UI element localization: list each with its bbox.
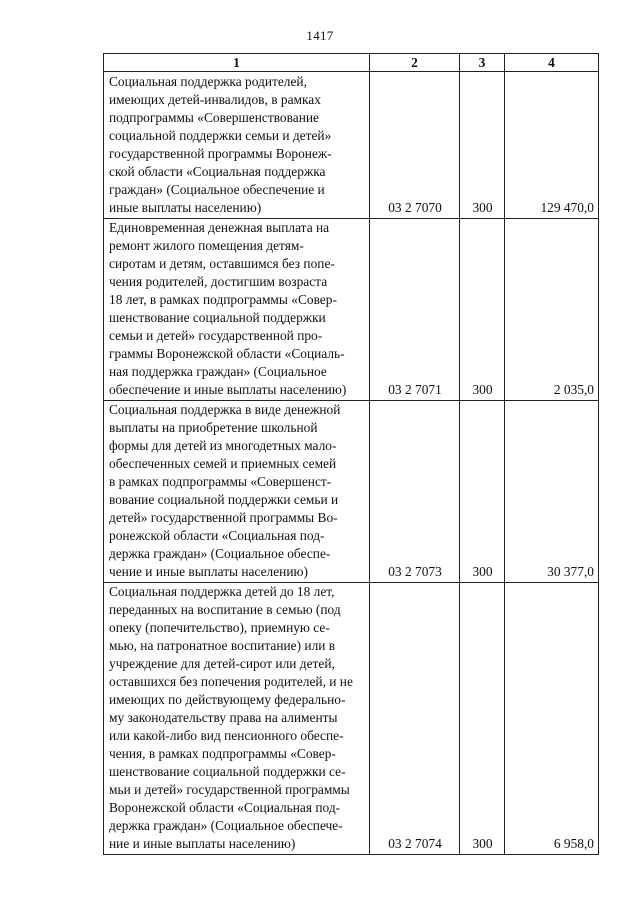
row-amount: 2 035,0 [505, 219, 599, 401]
row-description: Социальная поддержка в виде денежной выплаты на приобретение школьной формы для детей из многодетных мало- обеспеченных семей и приемных семей в рамках подпрограммы «Совершенст- вование социальной поддержки семьи и детей» государственной программы Во- ронежской области «Социальная под- держка граждан» (Социальное обеспе- чение и иные выплаты населению) [104, 401, 370, 583]
column-header-3: 3 [460, 54, 505, 72]
row-amount: 6 958,0 [505, 583, 599, 855]
row-description: Социальная поддержка детей до 18 лет, переданных на воспитание в семью (под опеку (попечительство), приемную се- мью, на патронатное воспитание) или в учреждение для детей-сирот или детей, оставшихся без попечения родителей, и не имеющих по действующему федерально- му законодательству права на алименты или какой-либо вид пенсионного обеспе- чения, в рамках подпрограммы «Совер- шенствование социальной поддержки се- мьи и детей» государственной программы Воронежской области «Социальная под- держка граждан» (Социальное обеспече- ние и иные выплаты населению) [104, 583, 370, 855]
row-target-code: 03 2 7073 [370, 401, 460, 583]
row-amount: 30 377,0 [505, 401, 599, 583]
row-target-code: 03 2 7070 [370, 72, 460, 219]
page-number: 1417 [306, 28, 334, 43]
row-target-code: 03 2 7074 [370, 583, 460, 855]
row-description: Единовременная денежная выплата на ремонт жилого помещения детям- сиротам и детям, оставшимся без попе- чения родителей, достигшим возраста 18 лет, в рамках подпрограммы «Совер- шенствование социальной поддержки семьи и детей» государственной про- граммы Воронежской области «Социаль- ная поддержка граждан» (Социальное обеспечение и иные выплаты населению) [104, 219, 370, 401]
column-header-4: 4 [505, 54, 599, 72]
table-header-row [104, 54, 599, 72]
table-row [104, 583, 599, 855]
row-expense-kind: 300 [460, 401, 505, 583]
row-expense-kind: 300 [460, 583, 505, 855]
row-expense-kind: 300 [460, 72, 505, 219]
budget-table [103, 53, 599, 855]
column-header-1: 1 [104, 54, 370, 72]
column-header-2: 2 [370, 54, 460, 72]
row-target-code: 03 2 7071 [370, 219, 460, 401]
table-row [104, 72, 599, 219]
table-row [104, 401, 599, 583]
table-row [104, 219, 599, 401]
row-amount: 129 470,0 [505, 72, 599, 219]
row-expense-kind: 300 [460, 219, 505, 401]
row-description: Социальная поддержка родителей, имеющих детей-инвалидов, в рамках подпрограммы «Совершенствование социальной поддержки семьи и детей» государственной программы Воронеж- ской области «Социальная поддержка граждан» (Социальное обеспечение и иные выплаты населению) [104, 72, 370, 219]
